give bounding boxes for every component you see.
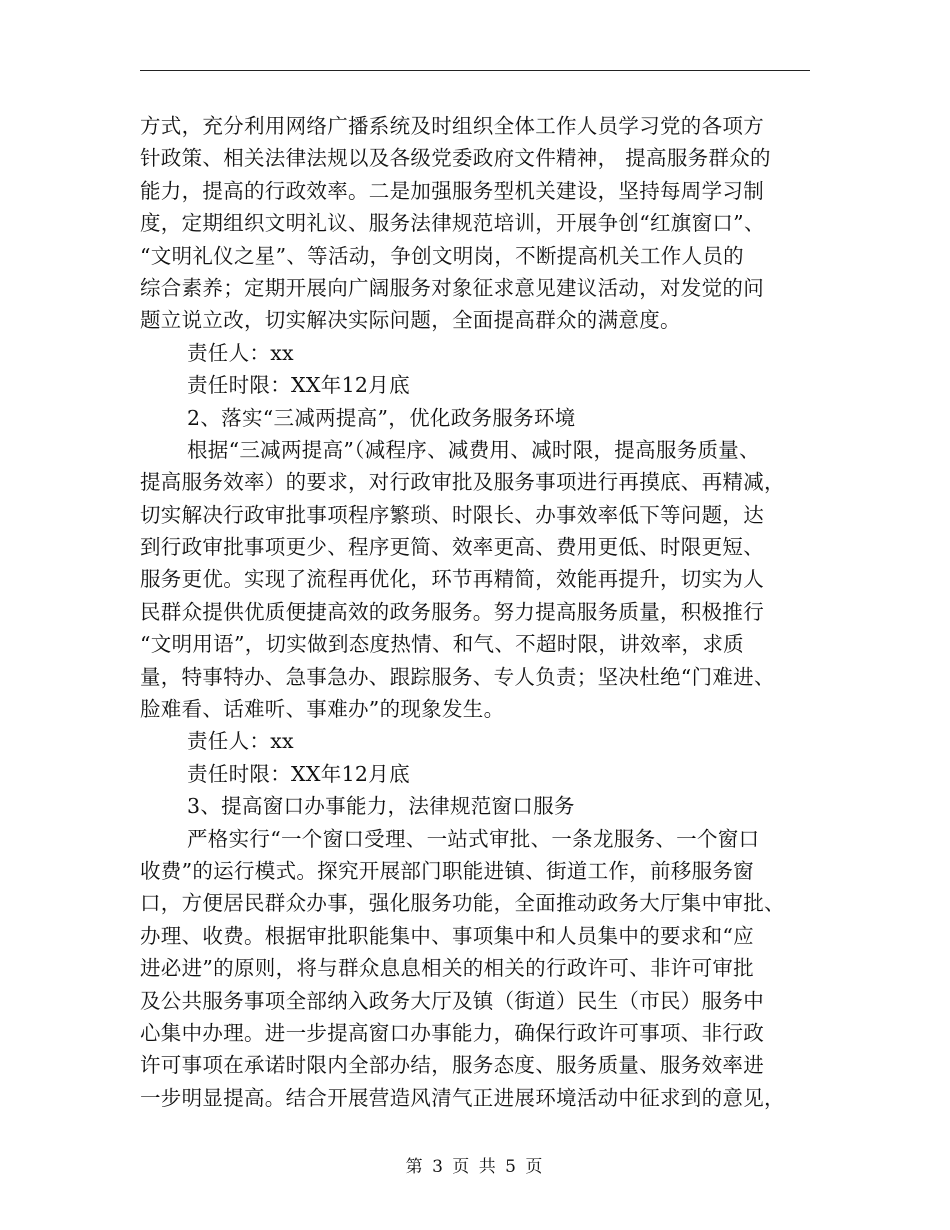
text-line: 到行政审批事项更少、程序更简、效率更高、费用更低、时限更短、: [140, 535, 764, 560]
text-line: 民群众提供优质便捷高效的政务服务。努力提高服务质量，积极推行: [140, 599, 764, 624]
text-line: 根据“三减两提高”（减程序、减费用、减时限，提高服务质量、: [187, 437, 760, 462]
text-line: 服务更优。实现了流程再优化，环节再精简，效能再提升，切实为人: [140, 567, 764, 592]
text-line: 进必进”的原则，将与群众息息相关的相关的行政许可、非许可审批: [140, 956, 754, 981]
text-line: 量，特事特办、急事急办、跟踪服务、专人负责；坚决杜绝“门难进、: [140, 664, 775, 689]
section-heading: 3、提高窗口办事能力，法律规范窗口服务: [187, 794, 575, 819]
text-line: 切实解决行政审批事项程序繁琐、时限长、办事效率低下等问题，达: [140, 502, 764, 527]
text-line: 综合素养；定期开展向广阔服务对象征求意见建议活动，对发觉的问: [140, 275, 764, 300]
text-line: 一步明显提高。结合开展营造风清气正进展环境活动中征求到的意见，: [140, 1085, 785, 1110]
text-line: 脸难看、话难听、事难办”的现象发生。: [140, 697, 505, 722]
text-line: 方式，充分利用网络广播系统及时组织全体工作人员学习党的各项方: [140, 114, 764, 138]
text-line: 口，方便居民群众办事，强化服务功能，全面推动政务大厅集中审批、: [140, 891, 785, 916]
text-line: 提高服务效率）的要求，对行政审批及服务事项进行再摸底、再精减，: [140, 470, 785, 495]
text-line: 严格实行“一个窗口受理、一站式审批、一条龙服务、一个窗口: [187, 826, 760, 851]
document-body: [140, 110, 810, 1114]
section-heading: 2、落实“三减两提高”，优化政务服务环境: [187, 405, 576, 430]
text-line: 针政策、相关法律法规以及各级党委政府文件精神， 提高服务群众的: [140, 146, 771, 171]
text-line: 题立说立改，切实解决实际问题，全面提高群众的满意度。: [140, 308, 681, 333]
text-line: 度，定期组织文明礼议、服务法律规范培训，开展争创“红旗窗口”、: [140, 211, 765, 236]
deadline: 责任时限：XX年12月底: [187, 373, 410, 398]
text-line: 办理、收费。根据审批职能集中、事项集中和人员集中的要求和“应: [140, 923, 754, 948]
text-line: 许可事项在承诺时限内全部办结，服务态度、服务质量、服务效率进: [140, 1053, 764, 1078]
text-line: 心集中办理。进一步提高窗口办事能力，确保行政许可事项、非行政: [140, 1020, 764, 1045]
text-line: “文明礼仪之星”、等活动，争创文明岗，不断提高机关工作人员的: [140, 243, 744, 268]
text-line: “文明用语”，切实做到态度热情、和气、不超时限，讲效率，求质: [140, 632, 744, 657]
responsible-person: 责任人：xx: [187, 340, 294, 365]
responsible-person: 责任人：xx: [187, 729, 294, 754]
text-line: 及公共服务事项全部纳入政务大厅及镇（街道）民生（市民）服务中: [140, 988, 764, 1013]
page-footer: 第 3 页 共 5 页: [405, 1157, 545, 1177]
text-line: 能力，提高的行政效率。二是加强服务型机关建设，坚持每周学习制: [140, 178, 764, 203]
header-rule: [140, 70, 810, 71]
deadline: 责任时限：XX年12月底: [187, 761, 410, 786]
text-line: 收费”的运行模式。探究开展部门职能进镇、街道工作，前移服务窗: [140, 858, 754, 883]
